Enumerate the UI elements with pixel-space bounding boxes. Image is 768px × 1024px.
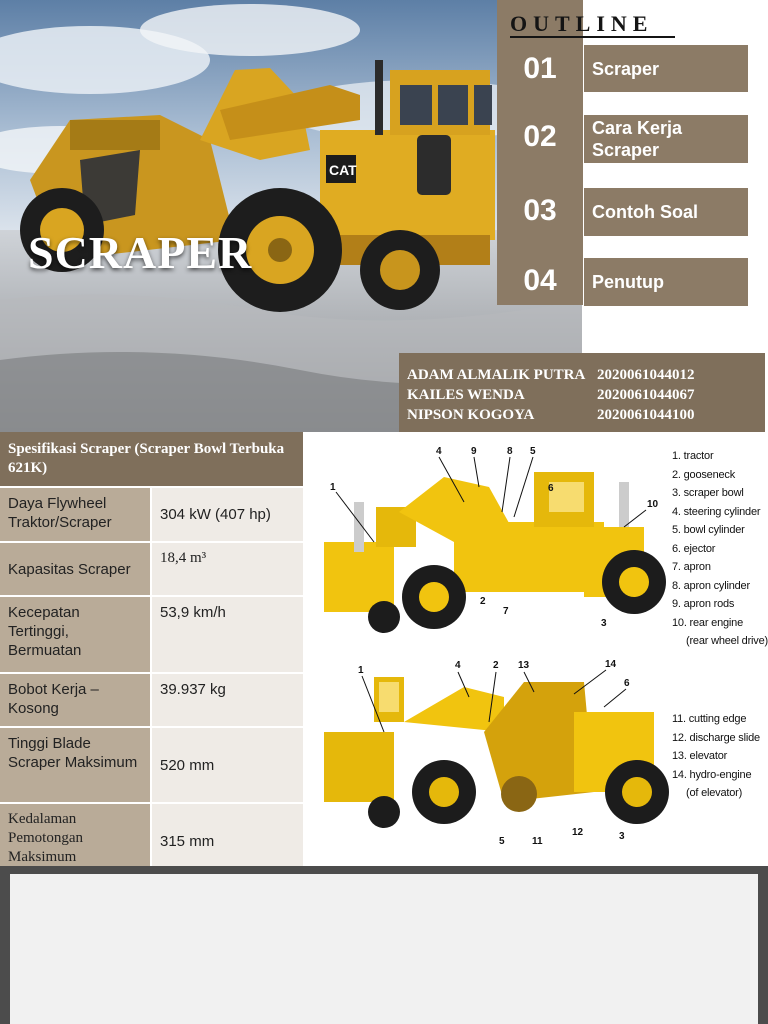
callout-6: 6 <box>624 678 630 689</box>
legend-item: 10. rear engine <box>672 616 743 629</box>
legend-item: 2. gooseneck <box>672 468 736 481</box>
outline-item-scraper[interactable]: Scraper <box>584 45 748 92</box>
callout-5: 5 <box>530 446 536 457</box>
table-row <box>0 595 303 672</box>
spec-value: 520 mm <box>152 728 303 802</box>
team-member <box>407 385 757 405</box>
spec-value: 18,4 m³ <box>152 543 303 595</box>
spec-label: Daya Flywheel Traktor/Scraper <box>0 488 152 541</box>
table-row <box>0 486 303 541</box>
callout-4: 4 <box>455 660 461 671</box>
callout-2: 2 <box>480 596 486 607</box>
legend-item: 13. elevator <box>672 750 728 762</box>
slide-title: SCRAPER <box>28 227 253 278</box>
callout-14: 14 <box>605 659 617 670</box>
member-name: ADAM ALMALIK PUTRA <box>407 367 586 383</box>
callout-11: 11 <box>532 836 543 847</box>
legend-item: 3. scraper bowl <box>672 487 744 499</box>
spec-value: 304 kW (407 hp) <box>152 488 303 541</box>
spec-value: 315 mm <box>152 804 303 866</box>
legend-item: 1. tractor <box>672 450 714 462</box>
callout-13: 13 <box>518 660 530 671</box>
outline-number-3: 03 <box>523 194 557 227</box>
team-members-box <box>399 353 765 432</box>
member-name: KAILES WENDA <box>407 387 525 403</box>
table-row <box>0 672 303 726</box>
parts-legend-top <box>672 447 768 651</box>
table-row <box>0 541 303 595</box>
scraper-diagram-bottom <box>324 677 669 828</box>
callout-3: 3 <box>601 618 607 629</box>
spec-label: Kapasitas Scraper <box>0 543 152 595</box>
legend-item: 6. ejector <box>672 542 716 555</box>
callout-10: 10 <box>647 499 659 510</box>
spec-label: Kedalaman Pemotongan Maksimum <box>0 804 152 866</box>
callout-2: 2 <box>493 660 499 671</box>
callout-5: 5 <box>499 836 505 847</box>
blank-slide <box>10 874 758 1024</box>
legend-item: 9. apron rods <box>672 598 735 610</box>
team-member <box>407 405 757 425</box>
legend-item: 5. bowl cylinder <box>672 524 745 536</box>
spec-table <box>0 432 303 866</box>
callout-7: 7 <box>503 606 509 617</box>
title-slide <box>0 0 768 432</box>
callout-9: 9 <box>471 446 477 457</box>
table-row <box>0 802 303 866</box>
legend-item: (rear wheel drive) <box>686 635 768 647</box>
team-member <box>407 365 757 385</box>
callout-4: 4 <box>436 446 442 457</box>
legend-item: (of elevator) <box>686 787 743 799</box>
legend-item: 12. discharge slide <box>672 731 760 744</box>
parts-legend-bottom <box>672 710 760 803</box>
legend-item: 4. steering cylinder <box>672 505 761 518</box>
callout-1: 1 <box>358 665 364 676</box>
callout-12: 12 <box>572 827 584 838</box>
spec-value: 39.937 kg <box>152 674 303 726</box>
legend-item: 8. apron cylinder <box>672 579 750 592</box>
outline-number-1: 01 <box>523 52 557 85</box>
callout-8: 8 <box>507 446 513 457</box>
outline-number-2: 02 <box>523 120 557 153</box>
member-nim: 2020061044012 <box>597 367 695 383</box>
outline-heading: OUTLINE <box>510 12 675 38</box>
outline-item-cara-kerja[interactable]: Cara Kerja Scraper <box>584 115 748 163</box>
outline-item-penutup[interactable]: Penutup <box>584 258 748 306</box>
spec-label: Kecepatan Tertinggi, Bermuatan <box>0 597 152 672</box>
outline-item-contoh-soal[interactable]: Contoh Soal <box>584 188 748 236</box>
scraper-parts-diagram <box>304 432 768 866</box>
spec-label: Tinggi Blade Scraper Maksimum <box>0 728 152 802</box>
spec-table-header: Spesifikasi Scraper (Scraper Bowl Terbuka 621K) <box>0 432 303 486</box>
legend-item: 7. apron <box>672 561 711 573</box>
callout-1: 1 <box>330 482 336 493</box>
member-name: NIPSON KOGOYA <box>407 407 535 423</box>
outline-number-4: 04 <box>523 264 557 297</box>
next-slide-preview <box>0 866 768 1024</box>
member-nim: 2020061044067 <box>597 387 695 403</box>
spec-label: Bobot Kerja – Kosong <box>0 674 152 726</box>
specification-slide <box>0 432 768 866</box>
cat-logo: CAT <box>329 162 357 178</box>
spec-value: 53,9 km/h <box>152 597 303 672</box>
scraper-diagram-top <box>324 472 666 633</box>
table-row <box>0 726 303 802</box>
callout-6: 6 <box>548 483 554 494</box>
legend-item: 11. cutting edge <box>672 713 747 725</box>
callout-3: 3 <box>619 831 625 842</box>
member-nim: 2020061044100 <box>597 407 695 423</box>
legend-item: 14. hydro-engine <box>672 768 752 781</box>
